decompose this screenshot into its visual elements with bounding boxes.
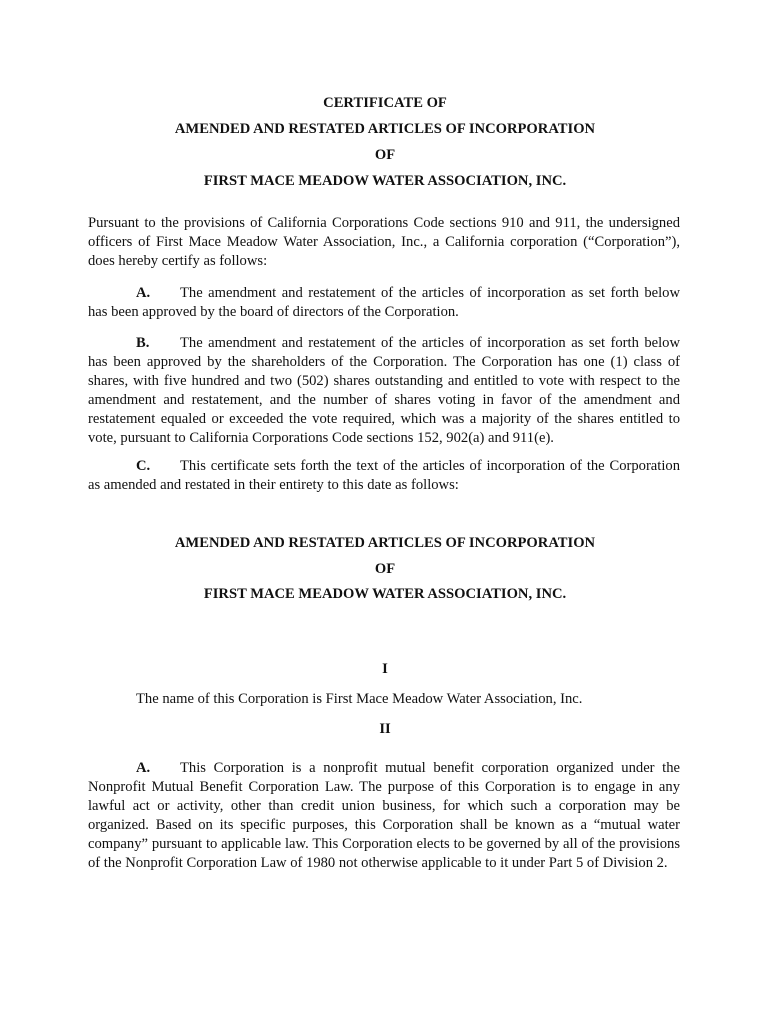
article-ii-a-label: A. <box>136 760 151 776</box>
certificate-item-a <box>88 284 680 322</box>
articles-title-line-3: FIRST MACE MEADOW WATER ASSOCIATION, INC. <box>203 586 567 602</box>
articles-title-line-2: OF <box>374 561 396 577</box>
item-b-label: B. <box>136 335 150 351</box>
articles-title-line-1: AMENDED AND RESTATED ARTICLES OF INCORPORATION <box>174 535 596 551</box>
item-a-label: A. <box>136 285 151 301</box>
certificate-item-c <box>88 457 680 495</box>
certificate-title-line-1: CERTIFICATE OF <box>323 95 447 111</box>
certificate-title-line-2: AMENDED AND RESTATED ARTICLES OF INCORPORATION <box>174 121 596 137</box>
article-ii-paragraph-a <box>88 759 680 872</box>
article-ii-heading: II <box>379 721 391 737</box>
item-b-text: The amendment and restatement of the articles of incorporation as set forth below has been approved by the shareholders of the Corporation. The Corporation has one (1) class of shares, with five hundred and two (502) shares outstanding and entitled to vote with respect to the amendment and restatement, and the number of shares voting in favor of the amendment and restatement equaled or exceeded the vote required, which was a majority of the shares entitled to vote, pursuant to California Corporations Code sections 152, 902(a) and 911(e). <box>88 335 680 446</box>
item-a-text: The amendment and restatement of the articles of incorporation as set forth below has been approved by the board of directors of the Corporation. <box>88 285 680 320</box>
certificate-item-b <box>88 334 680 447</box>
item-c-text: This certificate sets forth the text of the articles of incorporation of the Corporation as amended and restated in their entirety to this date as follows: <box>88 458 680 493</box>
article-i-heading: I <box>382 661 388 677</box>
article-i-text: The name of this Corporation is First Mace Meadow Water Association, Inc. <box>136 691 583 707</box>
certificate-title-line-3: OF <box>374 147 396 163</box>
certificate-intro-paragraph: Pursuant to the provisions of California Corporations Code sections 910 and 911, the undersigned officers of First Mace Meadow Water Association, Inc., a California corporation (“Corporation”), does hereby certify as follows: <box>88 215 680 269</box>
article-ii-a-text: This Corporation is a nonprofit mutual benefit corporation organized under the Nonprofit Mutual Benefit Corporation Law. The purpose of this Corporation is to engage in any lawful act or activity, other than credit union business, for which such a corporation may be organized. Based on its specific purposes, this Corporation shall be known as a “mutual water company” pursuant to applicable law. This Corporation elects to be governed by all of the provisions of the Nonprofit Corporation Law of 1980 not otherwise applicable to it under Part 5 of Division 2. <box>88 760 680 871</box>
certificate-title-line-4: FIRST MACE MEADOW WATER ASSOCIATION, INC. <box>203 173 567 189</box>
item-c-label: C. <box>136 458 151 474</box>
